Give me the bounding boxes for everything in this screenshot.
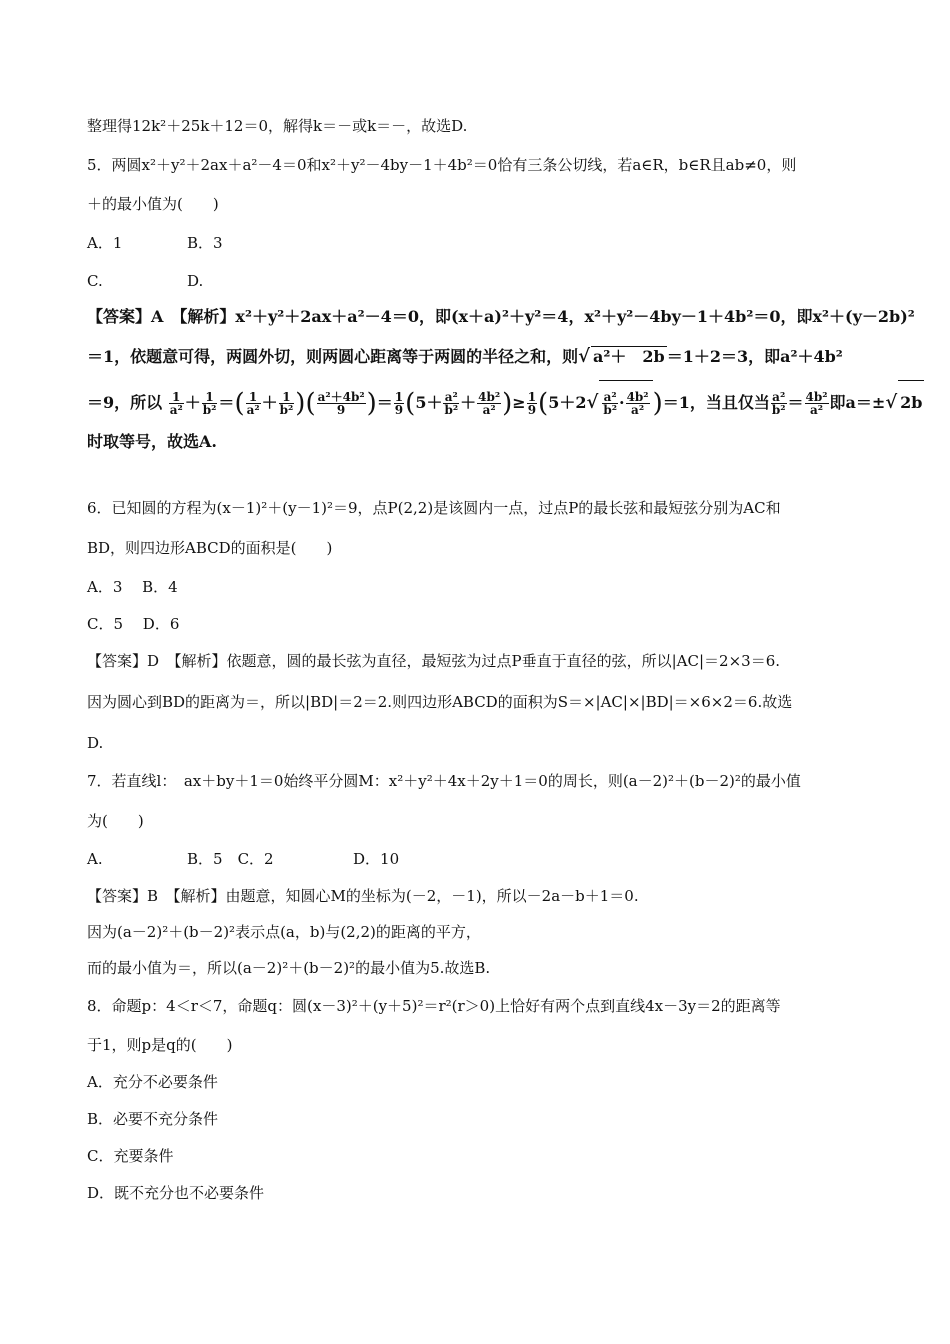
sqrt-sign-icon: √ [885,392,898,413]
option-c: C. [87,272,103,290]
option-d: D．10 [353,850,400,868]
fraction: $\frac{\text{4b²}}{\text{a²}}$ [478,390,501,417]
question-7-stem-cont: 为( ) [87,812,144,830]
fraction: $\frac{1}{\text{b²}}$ [279,390,294,417]
option-a: A. [87,850,103,868]
question-5-stem: 5．两圆x²＋y²＋2ax＋a²－4＝0和x²＋y²－4by－1＋4b²＝0恰有三条公切线，若a∈R，b∈R且ab≠0，则 [87,156,797,174]
question-6-stem: 6．已知圆的方程为(x－1)²＋(y－1)²＝9，点P(2,2)是该圆内一点，过点P的最长弦和最短弦分别为AC和 [87,499,781,517]
fraction: $\frac{\text{a²}}{\text{b²}}$ [771,390,786,417]
question-6-stem-cont: BD，则四边形ABCD的面积是( ) [87,539,333,557]
question-7-answer-line-3: 而的最小值为＝，所以(a－2)²＋(b－2)²的最小值为5.故选B. [87,959,491,977]
question-5-options-ab [87,233,223,253]
question-5-answer-line-4: 时取等号，故选A. [87,432,217,451]
sqrt-sign-icon: √ [578,346,590,367]
question-6-options-cd: C．5 D．6 [87,615,180,633]
solution-tail-line: 整理得12k²＋25k＋12＝0，解得k＝－或k＝－，故选D. [87,117,468,135]
fraction: $\frac{1}{\text{a²}}$ [246,390,260,417]
question-8-option-c: C．充要条件 [87,1147,174,1165]
sqrt-content: a²＋ 2b [592,347,665,366]
question-5-stem-cont: ＋的最小值为( ) [87,195,219,213]
question-5-answer-line-3: ＝9，所以 $\frac{1}{\text{a²}}$ ＋ $\frac{1}{\text{b²}}$ ＝( $\frac{1}{\text{a²}}$ ＋ $\frac{1}{\text{b²}}$ )( $\frac{\text{a²＋4b²}}{9}$ )＝ $\frac{1}{9}$ (5＋ $\frac{\text{a²}}{\text{b²}}$ ＋ $\frac{\text{4b²}}{\text{a²}}$ )≥ $\frac{1}{9}$ (5＋2√ $\frac{\text{a²}}{\text{b²}}$ · $\frac{\text{4b²}}{\text{a²}}$ )＝1，当且仅当 $\frac{\text{a²}}{\text{b²}}$ ＝ $\frac{\text{4b²}}{\text{a²}}$ 即a＝±√ 2b [87,380,924,424]
sqrt-content: 2b [898,380,924,425]
question-6-answer-line-2: 因为圆心到BD的距离为＝，所以|BD|＝2＝2.则四边形ABCD的面积为S＝×|AC|×|BD|＝×6×2＝6.故选 [87,693,793,711]
question-7-answer-line-2: 因为(a－2)²＋(b－2)²表示点(a，b)与(2,2)的距离的平方， [87,923,481,941]
option-a: A．1 [87,234,123,252]
question-8-stem-cont: 于1，则p是q的( ) [87,1036,233,1054]
answer-text: ＝9，所以 [87,393,163,412]
question-8-option-d: D．既不充分也不必要条件 [87,1184,265,1202]
answer-text: ＝1＋2＝3，即a²＋4b² [666,347,843,366]
question-7-options [87,849,400,869]
sqrt-content: $\frac{\text{a²}}{\text{b²}}$ · $\frac{\text{4b²}}{\text{a²}}$ [599,380,652,425]
fraction: $\frac{1}{9}$ [527,390,537,417]
question-7-answer-line-1: 【答案】B 【解析】由题意，知圆心M的坐标为(－2，－1)，所以－2a－b＋1＝0. [87,887,639,905]
fraction: $\frac{1}{9}$ [394,390,404,417]
question-5-answer-line-1: 【答案】A 【解析】x²＋y²＋2ax＋a²－4＝0，即(x＋a)²＋y²＝4，x²＋y²－4by－1＋4b²＝0，即x²＋(y－2b)² [87,307,915,326]
option-b: B．3 [187,234,223,252]
question-5-options-cd [87,271,204,291]
fraction: $\frac{\text{a²}}{\text{b²}}$ [444,390,459,417]
question-7-stem: 7．若直线l： ax＋by＋1＝0始终平分圆M：x²＋y²＋4x＋2y＋1＝0的周长，则(a－2)²＋(b－2)²的最小值 [87,772,801,790]
question-6-options-ab: A．3 B．4 [87,578,178,596]
answer-text: ＝1，依题意可得，两圆外切，则两圆心距离等于两圆的半径之和，则 [87,347,579,366]
question-8-option-a: A．充分不必要条件 [87,1073,218,1091]
fraction: $\frac{\text{a²＋4b²}}{9}$ [317,390,365,417]
fraction: $\frac{\text{4b²}}{\text{a²}}$ [805,390,828,417]
option-d: D. [187,272,204,290]
question-5-answer-line-2 [87,346,843,367]
option-b-c: B．5 C．2 [187,850,274,868]
question-8-option-b: B．必要不充分条件 [87,1110,219,1128]
fraction: $\frac{1}{\text{b²}}$ [202,390,217,417]
question-6-answer-line-3: D. [87,734,104,752]
fraction: $\frac{1}{\text{a²}}$ [169,390,183,417]
sqrt-sign-icon: √ [586,392,599,413]
question-8-stem: 8．命题p：4＜r＜7，命题q：圆(x－3)²＋(y＋5)²＝r²(r＞0)上恰好有两个点到直线4x－3y＝2的距离等 [87,997,781,1015]
question-6-answer-line-1: 【答案】D 【解析】依题意，圆的最长弦为直径，最短弦为过点P垂直于直径的弦，所以|AC|＝2×3＝6. [87,652,781,670]
